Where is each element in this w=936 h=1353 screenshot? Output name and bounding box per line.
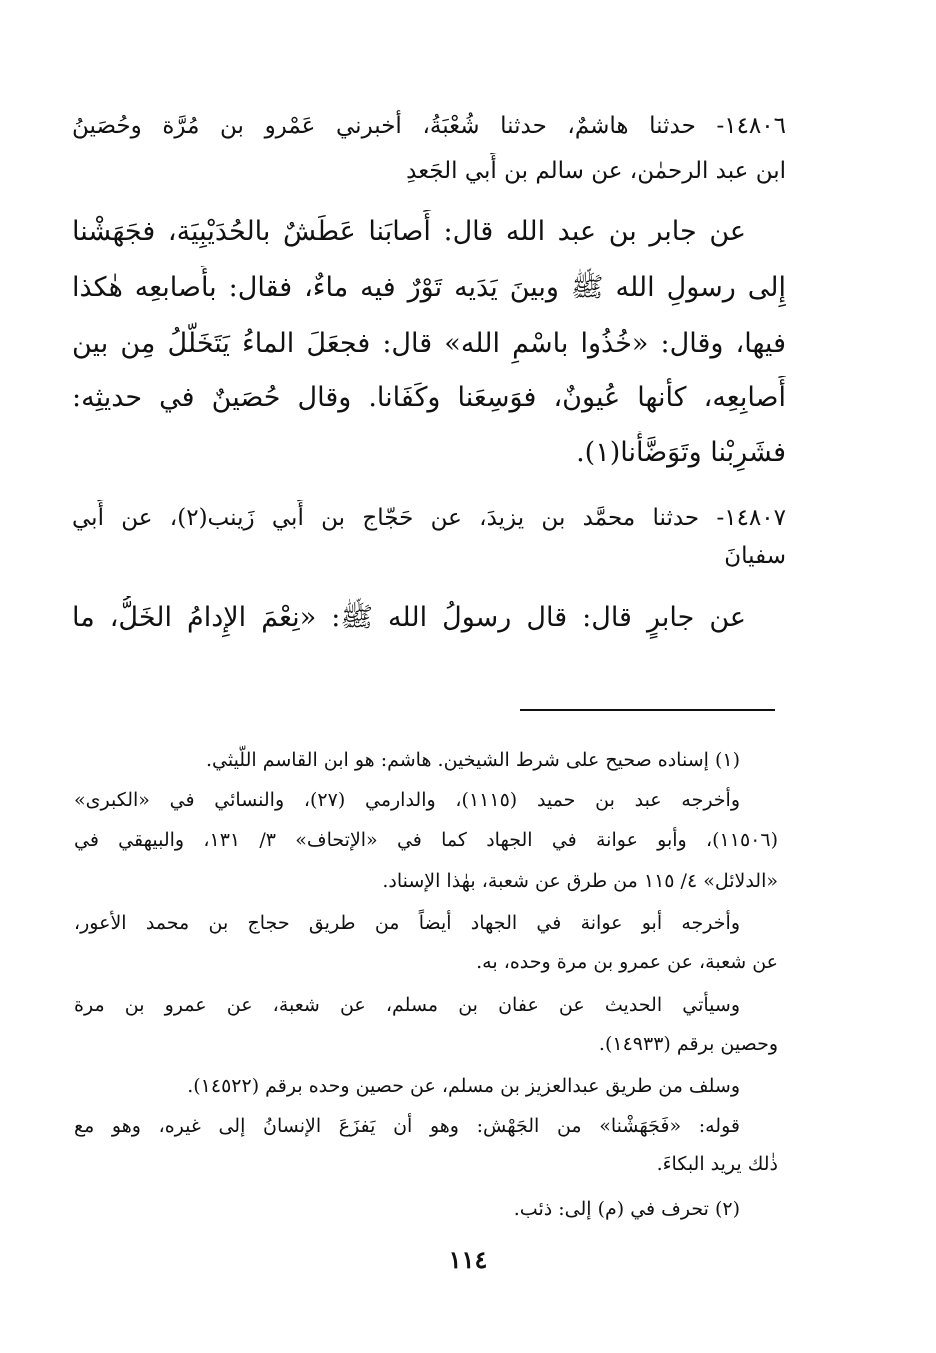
narration-line: ابن عبد الرحمٰن، عن سالم بن أَبي الجَعدِ [406, 158, 786, 184]
footnote-line: وأخرجه عبد بن حميد (١١١٥)، والدارمي (٢٧)، والنسائي في «الكبرى» [74, 789, 740, 811]
footnote-separator [520, 709, 775, 711]
hadith-line: أَصابِعِه، كأنها عُيونٌ، فوَسِعَنا وكَفَانا. وقال حُصَينٌ في حديثِه: [72, 382, 786, 413]
footnote-line: (١١٥٠٦)، وأبو عوانة في الجهاد كما في «الإتحاف» ٣/ ١٣١، والبيهقي في [74, 829, 778, 851]
hadith-line: عن جابر بن عبد الله قال: أَصابَنا عَطَشٌ بالحُدَيْبِيَة، فجَهَشْنا [72, 216, 746, 247]
footnote-line: (١) إسناده صحيح على شرط الشيخين. هاشم: هو ابن القاسم اللَّيثي. [205, 749, 740, 771]
hadith-line: فيها، وقال: «خُذُوا باسْمِ الله» قال: فجعَلَ الماءُ يَتَخَلَّلُ مِن بين [72, 328, 786, 359]
narration-line: سفيانَ [724, 543, 786, 569]
footnote-line: ذٰلك يريد البكاءَ. [656, 1153, 778, 1175]
footnote-line: قوله: «فَجَهَشْنا» من الجَهْش: وهو أن يَفزَعَ الإنسانُ إلى غيره، وهو مع [74, 1115, 740, 1137]
footnote-line: وحصين برقم (١٤٩٣٣). [598, 1033, 778, 1055]
footnote-line: «الدلائل» ٤/ ١١٥ من طرق عن شعبة، بهٰذا الإسناد. [382, 870, 778, 892]
footnote-line: (٢) تحرف في (م) إلى: ذئب. [513, 1198, 740, 1220]
hadith-line: عن جابرٍ قال: قال رسولُ الله ﷺ: «نِعْمَ الإِدامُ الخَلُّ، ما [72, 602, 746, 633]
hadith-line: إِلى رسولِ الله ﷺ وبينَ يَدَيه تَوْرٌ فيه ماءٌ، فقال: بأَصابعِه هٰكذا [72, 272, 786, 303]
narration-line: ١٤٨٠٧- حدثنا محمَّد بن يزيدَ، عن حَجّاج بن أَبي زَينب(٢)، عن أَبي [72, 505, 786, 531]
footnote-line: وسيأتي الحديث عن عفان بن مسلم، عن شعبة، عن عمرو بن مرة [74, 994, 740, 1016]
footnote-line: عن شعبة، عن عمرو بن مرة وحده، به. [476, 951, 778, 973]
page-number: ١١٤ [448, 1245, 488, 1274]
footnote-line: وأخرجه أبو عوانة في الجهاد أيضاً من طريق حجاج بن محمد الأعور، [74, 912, 740, 934]
footnote-line: وسلف من طريق عبدالعزيز بن مسلم، عن حصين وحده برقم (١٤٥٢٢). [187, 1075, 740, 1097]
hadith-line: فشَرِبْنا وتَوَضَّأْنا(١). [576, 437, 786, 468]
narration-line: ١٤٨٠٦- حدثنا هاشمٌ، حدثنا شُعْبَةُ، أخبرني عَمْرو بن مُرَّة وحُصَينُ [72, 113, 786, 139]
